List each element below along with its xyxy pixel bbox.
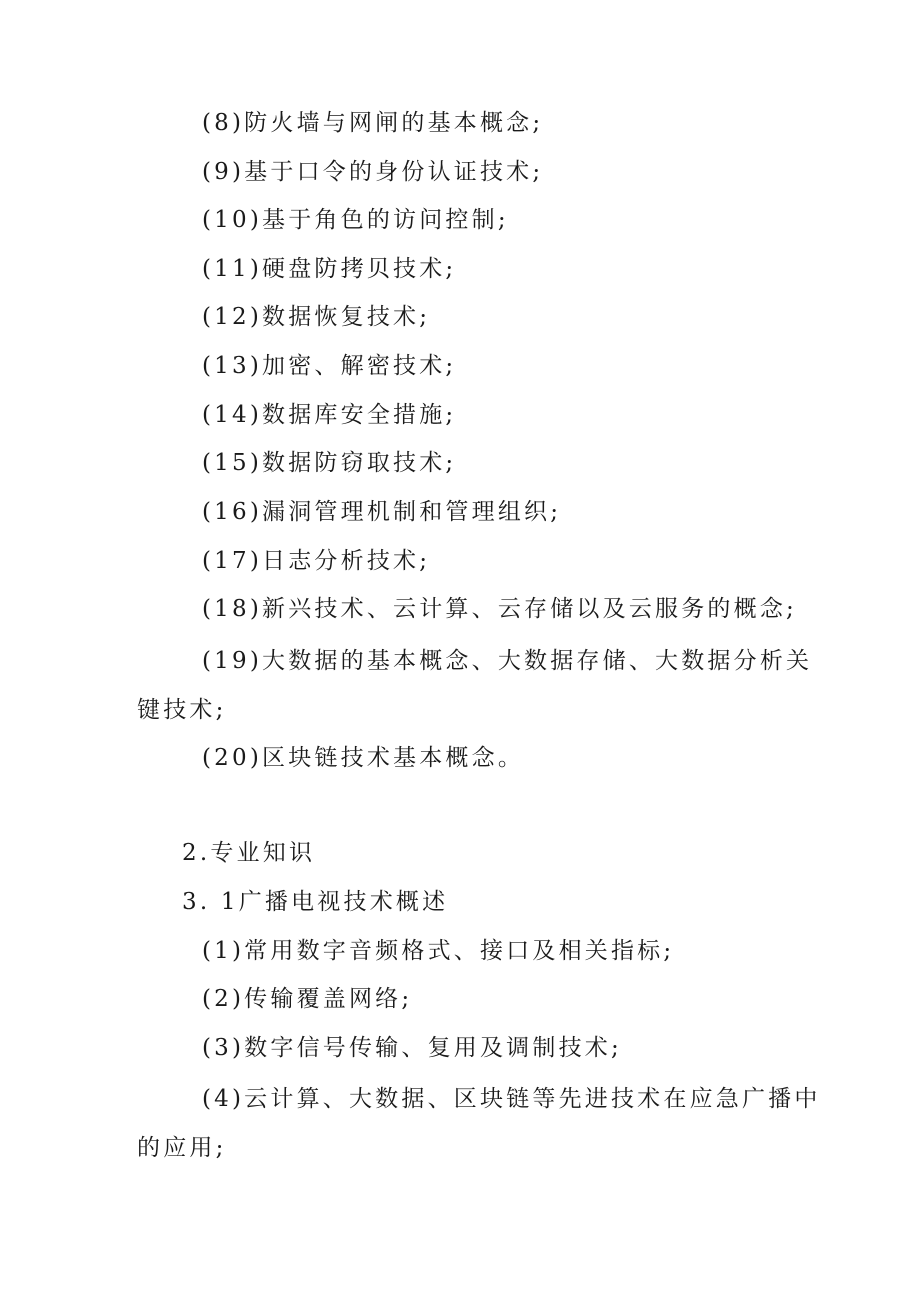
section-heading: 2.专业知识 (182, 840, 316, 866)
list-item: (14)数据库安全措施; (202, 402, 457, 428)
list-item: (10)基于角色的访问控制; (202, 207, 509, 233)
list-item: (19)大数据的基本概念、大数据存储、大数据分析关 (202, 648, 813, 674)
list-item: (1)常用数字音频格式、接口及相关指标; (202, 938, 675, 964)
list-item: (3)数字信号传输、复用及调制技术; (202, 1035, 622, 1061)
list-item-continuation: 键技术; (137, 697, 227, 723)
list-item: (13)加密、解密技术; (202, 353, 457, 379)
list-item: (11)硬盘防拷贝技术; (202, 256, 457, 282)
list-item-continuation: 的应用; (137, 1135, 227, 1161)
list-item: (8)防火墙与网闸的基本概念; (202, 110, 544, 136)
list-item: (2)传输覆盖网络; (202, 986, 413, 1012)
list-item: (9)基于口令的身份认证技术; (202, 159, 544, 185)
list-item: (18)新兴技术、云计算、云存储以及云服务的概念; (202, 596, 797, 622)
list-item: (4)云计算、大数据、区块链等先进技术在应急广播中 (202, 1086, 821, 1112)
list-item: (17)日志分析技术; (202, 548, 431, 574)
list-item: (20)区块链技术基本概念。 (202, 745, 525, 771)
list-item: (15)数据防窃取技术; (202, 450, 457, 476)
list-item: (12)数据恢复技术; (202, 304, 431, 330)
subsection-heading: 3. 1广播电视技术概述 (182, 889, 449, 915)
list-item: (16)漏洞管理机制和管理组织; (202, 499, 562, 525)
